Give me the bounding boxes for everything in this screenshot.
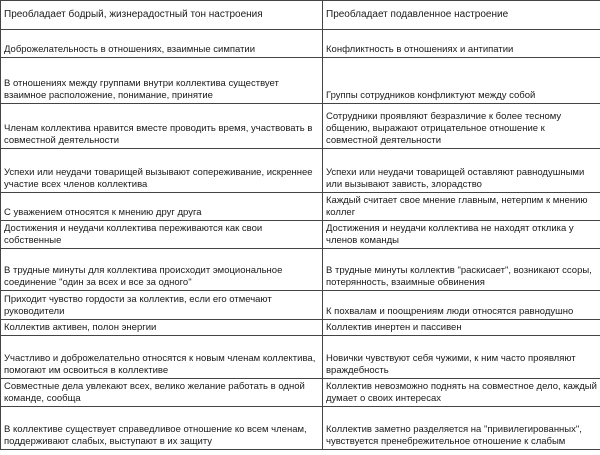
table-row bbox=[1, 407, 600, 450]
table-cell-right: Коллектив заметно разделяется на "привилегированных", чувствуется пренебрежительное отношение к слабым bbox=[323, 407, 600, 450]
table-row bbox=[1, 1, 600, 30]
table-cell-left: Участливо и доброжелательно относятся к новым членам коллектива, помогают им освоиться в коллективе bbox=[1, 336, 323, 379]
table-row bbox=[1, 104, 600, 149]
table-cell-right: Конфликтность в отношениях и антипатии bbox=[323, 30, 600, 58]
table-cell-right: Сотрудники проявляют безразличие к более тесному общению, выражают отрицательное отношение к совместной деятельности bbox=[323, 104, 600, 149]
table-cell-right: Коллектив инертен и пассивен bbox=[323, 320, 600, 336]
table-row bbox=[1, 320, 600, 336]
table-cell-right: В трудные минуты коллектив "раскисает", возникают ссоры, потерянность, взаимные обвинения bbox=[323, 249, 600, 291]
table-cell-left: Успехи или неудачи товарищей вызывают сопереживание, искреннее участие всех членов коллектива bbox=[1, 149, 323, 193]
table-row bbox=[1, 30, 600, 58]
table-row bbox=[1, 249, 600, 291]
table-cell-left: Членам коллектива нравится вместе проводить время, участвовать в совместной деятельности bbox=[1, 104, 323, 149]
table-cell-right: Достижения и неудачи коллектива не находят отклика у членов команды bbox=[323, 221, 600, 249]
table-cell-right: К похвалам и поощрениям люди относятся равнодушно bbox=[323, 291, 600, 320]
table-row bbox=[1, 58, 600, 104]
table-cell-right: Группы сотрудников конфликтуют между собой bbox=[323, 58, 600, 104]
table-cell-left: В отношениях между группами внутри коллектива существует взаимное расположение, понимание, принятие bbox=[1, 58, 323, 104]
table-cell-left: С уважением относятся к мнению друг друга bbox=[1, 193, 323, 221]
table-cell-right: Каждый считает свое мнение главным, нетерпим к мнению коллег bbox=[323, 193, 600, 221]
table-cell-right: Успехи или неудачи товарищей оставляют равнодушными или вызывают зависть, злорадство bbox=[323, 149, 600, 193]
table-cell-left: Приходит чувство гордости за коллектив, если его отмечают руководители bbox=[1, 291, 323, 320]
table-cell-right: Новички чувствуют себя чужими, к ним часто проявляют враждебность bbox=[323, 336, 600, 379]
table-cell-right: Преобладает подавленное настроение bbox=[323, 1, 600, 30]
table-cell-left: Преобладает бодрый, жизнерадостный тон настроения bbox=[1, 1, 323, 30]
table-row bbox=[1, 149, 600, 193]
table-cell-right: Коллектив невозможно поднять на совместное дело, каждый думает о своих интересах bbox=[323, 379, 600, 407]
table-cell-left: Коллектив активен, полон энергии bbox=[1, 320, 323, 336]
table-cell-left: В коллективе существует справедливое отношение ко всем членам, поддерживают слабых, выступают в их защиту bbox=[1, 407, 323, 450]
table-cell-left: В трудные минуты для коллектива происходит эмоциональное соединение "один за всех и все за одного" bbox=[1, 249, 323, 291]
table-row bbox=[1, 193, 600, 221]
table-row bbox=[1, 379, 600, 407]
table-cell-left: Совместные дела увлекают всех, велико желание работать в одной команде, сообща bbox=[1, 379, 323, 407]
table-cell-left: Доброжелательность в отношениях, взаимные симпатии bbox=[1, 30, 323, 58]
table-cell-left: Достижения и неудачи коллектива переживаются как свои собственные bbox=[1, 221, 323, 249]
table-row bbox=[1, 336, 600, 379]
table-row bbox=[1, 291, 600, 320]
table-row bbox=[1, 221, 600, 249]
